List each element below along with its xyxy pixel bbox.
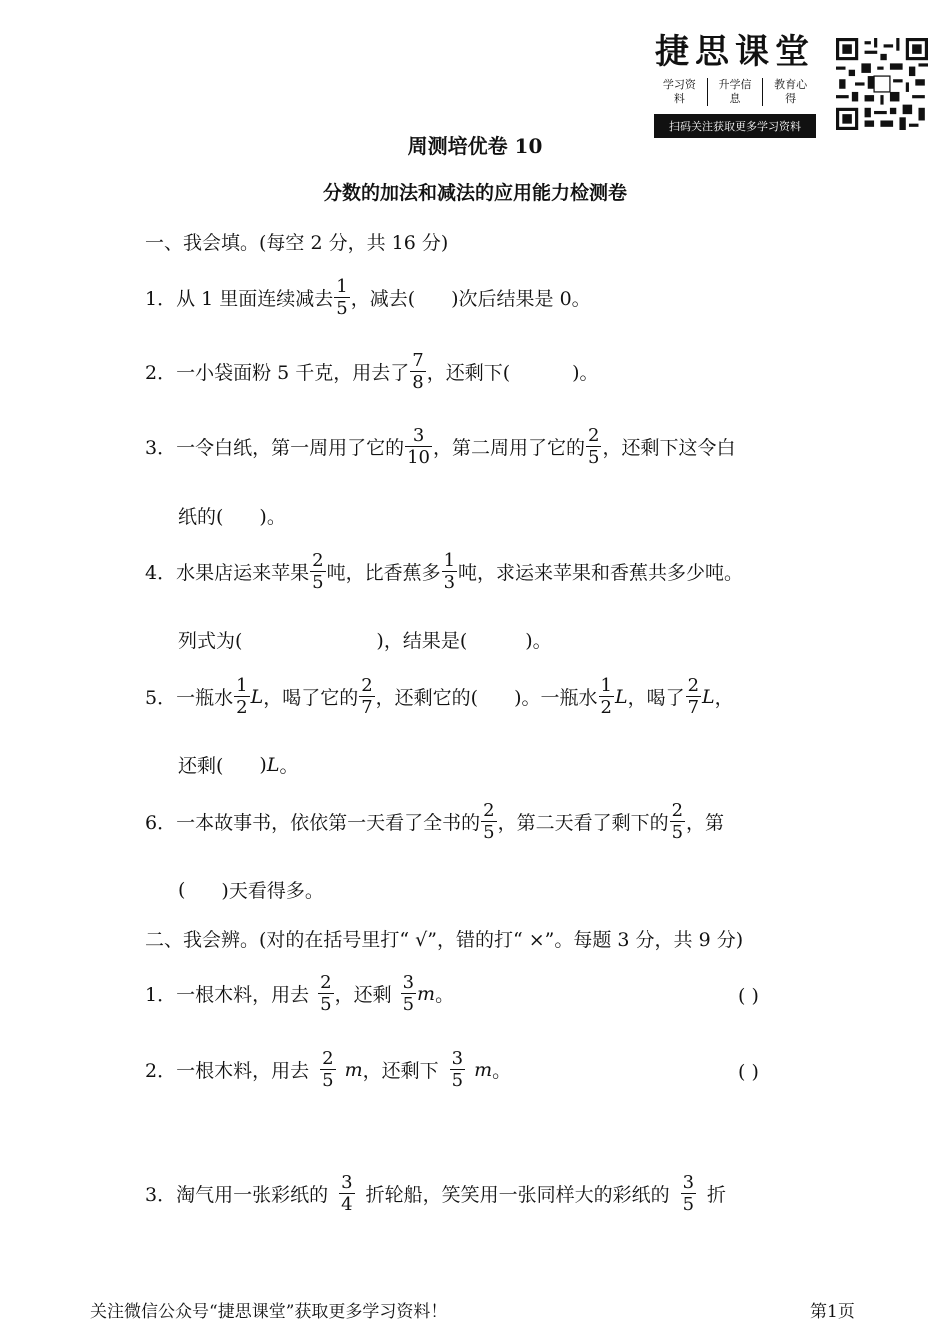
page-number: 第1页	[810, 1302, 855, 1322]
fraction: $\frac{2}{7}$	[361, 675, 373, 718]
section2-heading: 二、我会辨。(对的在括号里打“ √”，错的打“ ×”。每题 3 分，共 9 分)	[145, 929, 744, 951]
brand-tags	[652, 78, 818, 106]
brand-tag: 教育心得	[774, 78, 808, 105]
judge-paren-2[interactable]: ( )	[738, 1061, 759, 1083]
question-1-5-cont: 还剩( ) L 。	[178, 753, 299, 777]
fraction: $\frac{2}{5}$	[588, 425, 600, 468]
page-subtitle: 分数的加法和减法的应用能力检测卷	[322, 182, 627, 204]
question-1-2: 2． 一小袋面粉 5 千克，用去了 $\frac{7}{8}$ ，还剩下( )。	[145, 350, 599, 393]
fraction: $\frac{1}{5}$	[336, 276, 348, 319]
footer-note: 关注微信公众号“捷思课堂”获取更多学习资料！	[90, 1302, 448, 1322]
brand-tag: 学习资料	[652, 78, 708, 106]
fraction: $\frac{2}{5}$	[671, 800, 684, 843]
fraction: $\frac{2}{5}$	[322, 1048, 334, 1091]
question-2-2: 2． 一根木料，用去 $\frac{2}{5}$ m ，还剩下 $\frac{3}{5}$ m 。	[145, 1048, 512, 1091]
judge-paren-1[interactable]: ( )	[738, 985, 759, 1007]
question-1-4: 4． 水果店运来苹果 $\frac{2}{5}$ 吨，比香蕉多 $\frac{1}{3}$ 吨，求运来苹果和香蕉共多少吨。	[145, 550, 744, 593]
fraction: $\frac{3}{5}$	[402, 972, 415, 1015]
question-1-3-cont: 纸的( )。	[178, 506, 286, 528]
question-1-3: 3． 一令白纸，第一周用了它的 $\frac{3}{10}$ ，第二周用了它的 $\frac{2}{5}$ ，还剩下这令白	[145, 425, 736, 468]
fraction: $\frac{2}{5}$	[320, 972, 332, 1015]
fraction: $\frac{7}{8}$	[412, 350, 424, 393]
page-title: 周测培优卷 10	[407, 134, 543, 158]
fraction: $\frac{2}{7}$	[687, 675, 700, 718]
fraction: $\frac{2}{5}$	[312, 550, 324, 593]
question-2-3: 3． 淘气用一张彩纸的 $\frac{3}{4}$ 折轮船，笑笑用一张同样大的彩纸的 $\frac{3}{5}$ 折	[145, 1172, 727, 1215]
brand-tag: 升学信息	[708, 78, 764, 106]
fraction: $\frac{1}{3}$	[443, 550, 456, 593]
question-1-6-cont: ( )天看得多。	[178, 878, 324, 902]
section1-heading: 一、我会填。(每空 2 分，共 16 分)	[145, 232, 449, 254]
fraction: $\frac{1}{2}$	[600, 675, 612, 718]
brand-block	[652, 30, 818, 138]
fraction: $\frac{1}{2}$	[236, 675, 248, 718]
question-2-1: 1． 一根木料，用去 $\frac{2}{5}$ ，还剩 $\frac{3}{5}$ m 。	[145, 972, 455, 1015]
brand-banner: 扫码关注获取更多学习资料	[654, 114, 816, 138]
question-1-6: 6． 一本故事书，依依第一天看了全书的 $\frac{2}{5}$ ，第二天看了剩下的 $\frac{2}{5}$ ，第	[145, 800, 725, 843]
fraction: $\frac{3}{10}$	[407, 425, 431, 468]
brand-name: 捷思课堂	[655, 32, 815, 72]
question-1-1: 1． 从 1 里面连续减去 $\frac{1}{5}$ ，减去( )次后结果是 0。	[145, 276, 591, 319]
question-1-4-cont: 列式为( )，结果是( )。	[178, 630, 552, 652]
fraction: $\frac{2}{5}$	[483, 800, 495, 843]
fraction: $\frac{3}{4}$	[341, 1172, 353, 1215]
fraction: $\frac{3}{5}$	[682, 1172, 695, 1215]
question-1-5: 5． 一瓶水 $\frac{1}{2}$ L ，喝了它的 $\frac{2}{7}$ ，还剩它的( )。一瓶水 $\frac{1}{2}$ L ，喝了 $\frac{2}{7}$ L ，	[145, 675, 734, 718]
qr-code-icon[interactable]	[836, 38, 928, 130]
fraction: $\frac{3}{5}$	[451, 1048, 464, 1091]
